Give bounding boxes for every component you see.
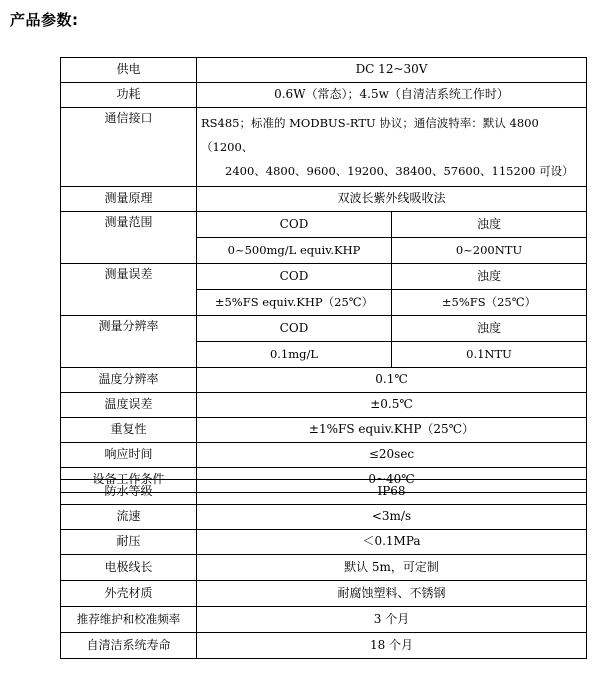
row-consumption: [61, 83, 587, 108]
flow-label: 流速: [61, 505, 197, 530]
row-lifetime: [61, 633, 587, 659]
row-repeat: [61, 418, 587, 443]
row-error-head: [61, 264, 587, 290]
conditions-label: 设备工作条件: [61, 468, 197, 493]
row-temp-err: [61, 393, 587, 418]
error-cod-value: ±5%FS equiv.KHP（25℃）: [197, 290, 392, 316]
maintenance-value: 3 个月: [197, 607, 587, 633]
waterproof-label: 防水等级: [61, 480, 197, 505]
row-flow: [61, 505, 587, 530]
cable-value: 默认 5m，可定制: [197, 555, 587, 581]
response-value: ≤20sec: [197, 443, 587, 468]
row-pressure: [61, 530, 587, 555]
section-heading: 产品参数:: [10, 11, 79, 29]
row-waterproof: [61, 480, 587, 505]
principle-value: 双波长紫外线吸收法: [197, 187, 587, 212]
spec-table-main: [60, 57, 587, 493]
temp-err-value: ±0.5℃: [197, 393, 587, 418]
range-label: 测量范围: [61, 212, 197, 264]
resolution-cod-value: 0.1mg/L: [197, 342, 392, 368]
lifetime-label: 自清洁系统寿命: [61, 633, 197, 659]
row-comm: [61, 108, 587, 187]
row-shell: [61, 581, 587, 607]
power-label: 供电: [61, 58, 197, 83]
temp-err-label: 温度误差: [61, 393, 197, 418]
consumption-value: 0.6W（常态）；4.5w（自清洁系统工作时）: [197, 83, 587, 108]
range-cod-value: 0~500mg/L equiv.KHP: [197, 238, 392, 264]
error-turb-value: ±5%FS（25℃）: [392, 290, 587, 316]
row-temp-res: [61, 368, 587, 393]
response-label: 响应时间: [61, 443, 197, 468]
lifetime-value: 18 个月: [197, 633, 587, 659]
principle-label: 测量原理: [61, 187, 197, 212]
resolution-cod-head: COD: [197, 316, 392, 342]
consumption-label: 功耗: [61, 83, 197, 108]
waterproof-value: IP68: [197, 480, 587, 505]
range-turb-head: 浊度: [392, 212, 587, 238]
resolution-label: 测量分辨率: [61, 316, 197, 368]
row-response: [61, 443, 587, 468]
maintenance-label: 推荐维护和校准频率: [61, 607, 197, 633]
comm-value: [197, 108, 587, 187]
resolution-turb-head: 浊度: [392, 316, 587, 342]
error-label: 测量误差: [61, 264, 197, 316]
row-principle: [61, 187, 587, 212]
error-turb-head: 浊度: [392, 264, 587, 290]
error-cod-head: COD: [197, 264, 392, 290]
repeat-label: 重复性: [61, 418, 197, 443]
row-resolution-head: [61, 316, 587, 342]
pressure-label: 耐压: [61, 530, 197, 555]
row-cable: [61, 555, 587, 581]
comm-label: 通信接口: [61, 108, 197, 187]
comm-line-2: 2400、4800、9600、19200、38400、57600、115200 可设）: [225, 164, 574, 178]
repeat-value: ±1%FS equiv.KHP（25℃）: [197, 418, 587, 443]
row-power: [61, 58, 587, 83]
cable-label: 电极线长: [61, 555, 197, 581]
shell-value: 耐腐蚀塑料、不锈钢: [197, 581, 587, 607]
row-maintenance: [61, 607, 587, 633]
shell-label: 外壳材质: [61, 581, 197, 607]
comm-line-1: RS485；标准的 MODBUS-RTU 协议；通信波特率：默认 4800（1200、: [201, 116, 539, 154]
row-range-head: [61, 212, 587, 238]
resolution-turb-value: 0.1NTU: [392, 342, 587, 368]
pressure-value: ＜0.1MPa: [197, 530, 587, 555]
temp-res-label: 温度分辨率: [61, 368, 197, 393]
spec-table-secondary: [60, 479, 587, 659]
range-cod-head: COD: [197, 212, 392, 238]
conditions-value: 0~40℃: [197, 468, 587, 493]
flow-value: <3m/s: [197, 505, 587, 530]
power-value: DC 12~30V: [197, 58, 587, 83]
range-turb-value: 0~200NTU: [392, 238, 587, 264]
temp-res-value: 0.1℃: [197, 368, 587, 393]
